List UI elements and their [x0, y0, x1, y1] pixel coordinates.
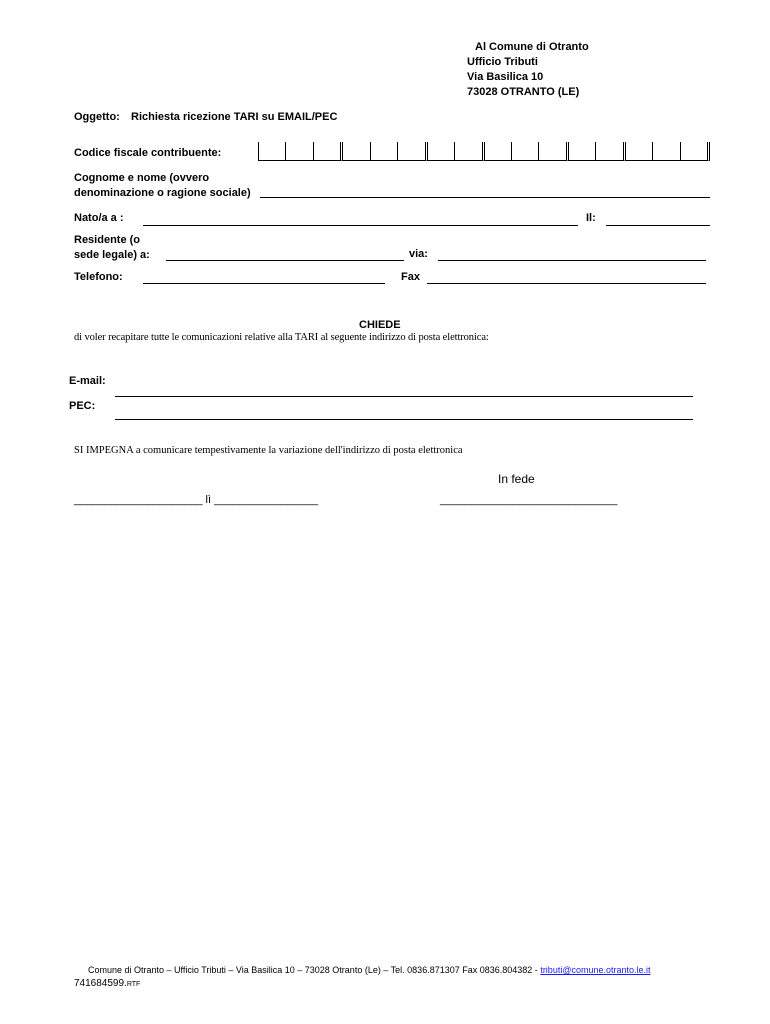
email-field[interactable]	[115, 396, 693, 397]
chiede-heading: CHIEDE	[359, 319, 401, 331]
footer-text: Comune di Otranto – Ufficio Tributi – Via Basilica 10 – 73028 Otranto (Le) – Tel. 0836.871307 Fax 0836.804382 -	[88, 965, 538, 975]
footer-email-link[interactable]: tributi@comune.otranto.le.it	[540, 965, 651, 975]
codice-fiscale-box[interactable]	[370, 142, 397, 161]
codice-fiscale-box[interactable]	[538, 142, 565, 161]
codice-fiscale-box[interactable]	[680, 142, 710, 161]
place-date-line	[74, 494, 318, 506]
codice-fiscale-box[interactable]	[258, 142, 285, 161]
cognome-label	[74, 171, 251, 201]
cognome-label-line-2: denominazione o ragione sociale)	[74, 187, 251, 199]
subject-label: Oggetto:	[74, 111, 120, 123]
fax-label: Fax	[401, 271, 420, 283]
telefono-field[interactable]	[143, 283, 385, 284]
residente-label	[74, 233, 150, 263]
residente-field[interactable]	[166, 260, 404, 261]
request-text: di voler recapitare tutte le comunicazioni relative alla TARI al seguente indirizzo di posta elettronica:	[74, 332, 489, 343]
recipient-line-3: Via Basilica 10	[467, 71, 544, 83]
codice-fiscale-box[interactable]	[595, 142, 622, 161]
codice-fiscale-box[interactable]	[566, 142, 595, 161]
il-field[interactable]	[606, 225, 710, 226]
cognome-field[interactable]	[260, 197, 710, 198]
date-field[interactable]: _________________	[214, 494, 319, 506]
recipient-line-2: Ufficio Tributi	[467, 56, 538, 68]
codice-fiscale-box[interactable]	[652, 142, 679, 161]
recipient-line-4: 73028 OTRANTO (LE)	[467, 86, 580, 98]
document-id	[74, 978, 140, 989]
codice-fiscale-label: Codice fiscale contribuente:	[74, 147, 222, 159]
residente-label-line-1: Residente (o	[74, 234, 141, 246]
email-label: E-mail:	[69, 375, 106, 387]
commitment-text: SI IMPEGNA a comunicare tempestivamente la variazione dell'indirizzo di posta elettronica	[74, 445, 463, 456]
via-label: via:	[409, 248, 428, 260]
codice-fiscale-box[interactable]	[285, 142, 312, 161]
nato-label: Nato/a a :	[74, 212, 124, 224]
codice-fiscale-box[interactable]	[623, 142, 652, 161]
il-label: Il:	[586, 212, 596, 224]
telefono-label: Telefono:	[74, 271, 123, 283]
codice-fiscale-box[interactable]	[454, 142, 481, 161]
residente-label-line-2: sede legale) a:	[74, 249, 150, 261]
in-fede-label: In fede	[498, 472, 535, 486]
codice-fiscale-box[interactable]	[397, 142, 424, 161]
li-label: lì	[205, 494, 212, 506]
recipient-block	[467, 40, 589, 100]
nato-field[interactable]	[143, 225, 578, 226]
cognome-label-line-1: Cognome e nome (ovvero	[74, 172, 210, 184]
document-id-number: 741684599.	[74, 978, 127, 989]
subject-text: Richiesta ricezione TARI su EMAIL/PEC	[131, 111, 338, 123]
recipient-line-1: Al Comune di Otranto	[475, 41, 589, 53]
codice-fiscale-box[interactable]	[482, 142, 511, 161]
place-field[interactable]: _____________________	[74, 494, 203, 506]
codice-fiscale-box[interactable]	[425, 142, 454, 161]
pec-field[interactable]	[115, 419, 693, 420]
codice-fiscale-boxes[interactable]	[258, 142, 710, 161]
fax-field[interactable]	[427, 283, 706, 284]
document-id-ext: RTF	[126, 981, 141, 988]
pec-label: PEC:	[69, 400, 96, 412]
via-field[interactable]	[438, 260, 706, 261]
codice-fiscale-box[interactable]	[511, 142, 538, 161]
codice-fiscale-box[interactable]	[340, 142, 369, 161]
signature-field[interactable]: _____________________________	[440, 494, 618, 506]
footer-line	[88, 965, 651, 975]
codice-fiscale-box[interactable]	[313, 142, 340, 161]
